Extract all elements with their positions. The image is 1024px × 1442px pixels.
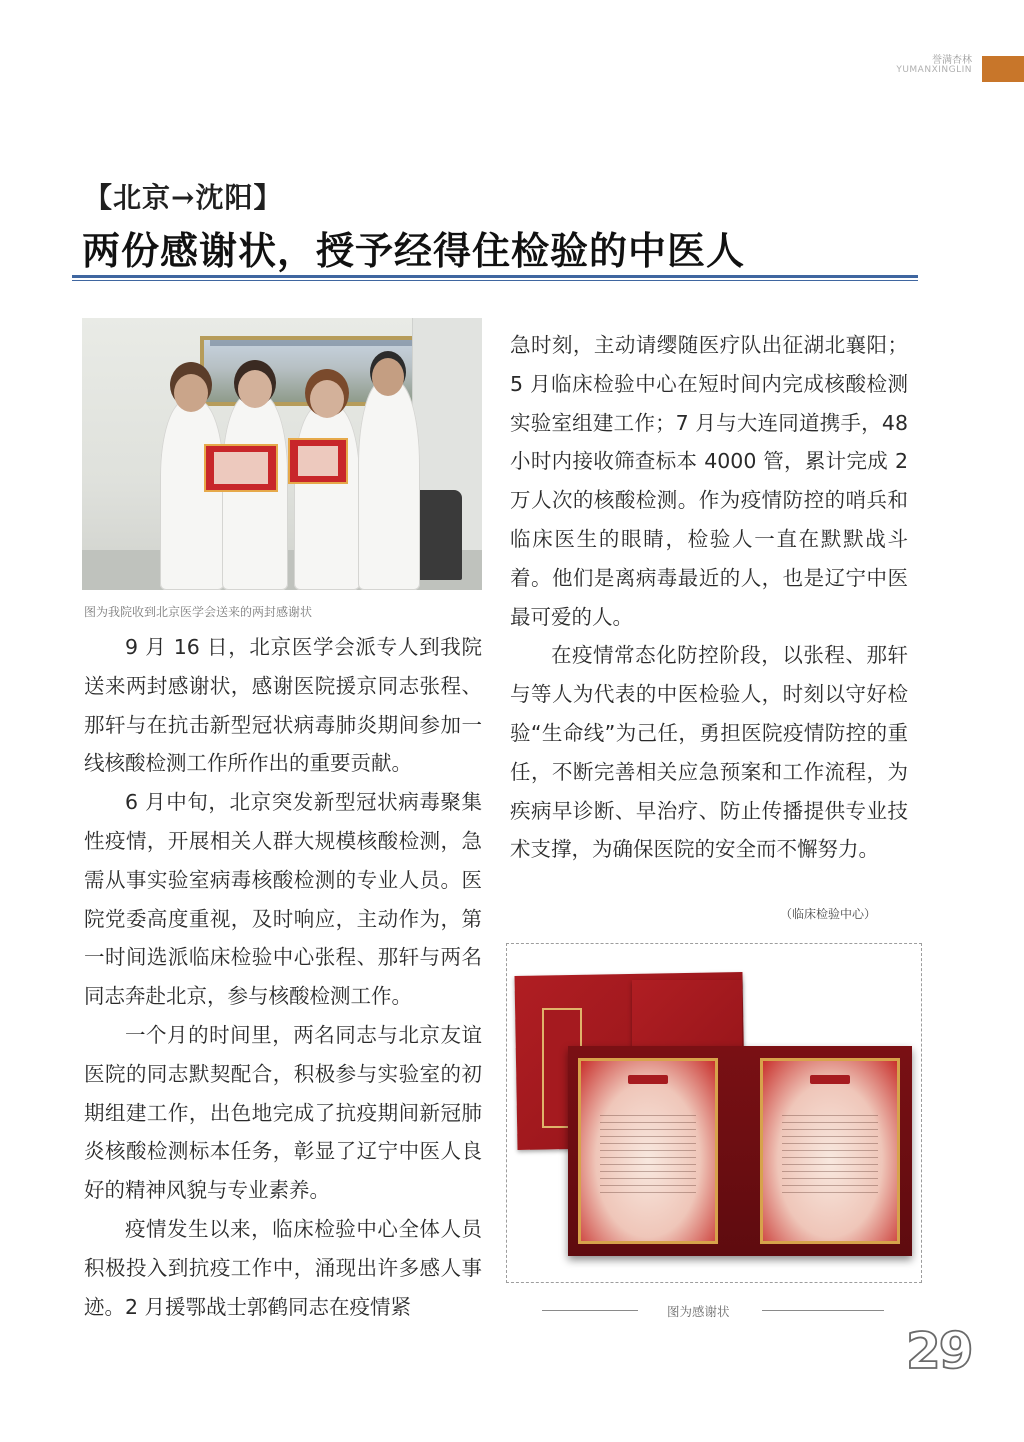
figure-caption: 图为感谢状 — [667, 1304, 730, 1319]
person-3 — [294, 404, 360, 590]
section-tag: 【北京→沈阳】 — [84, 181, 283, 214]
certificate-2 — [760, 1058, 900, 1244]
article-headline: 两份感谢状，授予经得住检验的中医人 — [82, 228, 746, 273]
section-color-tab — [982, 56, 1024, 82]
body-paragraph: 9 月 16 日，北京医学会派专人到我院送来两封感谢状，感谢医院援京同志张程、那轩与在抗击新型冠状病毒肺炎期间参加一线核酸检测工作所作出的重要贡献。 — [84, 635, 482, 776]
person-3-head — [310, 380, 344, 418]
certificate-held-2 — [288, 438, 348, 484]
person-1-head — [174, 374, 208, 412]
body-paragraph: 疫情发生以来，临床检验中心全体人员积极投入到抗疫工作中，涌现出许多感人事迹。2 月援鄂战士郭鹤同志在疫情紧 — [84, 1216, 482, 1319]
certificate-title-mark — [628, 1075, 668, 1084]
person-2 — [222, 394, 288, 590]
running-head-cn: 誉满杏林 — [932, 55, 972, 66]
page-number: 29 — [906, 1322, 972, 1380]
running-head-en: YUMANXINGLIN — [896, 65, 972, 75]
article-body-left-column — [84, 628, 482, 1326]
certificate-held-1 — [204, 444, 278, 492]
caption-rule-right — [762, 1310, 884, 1311]
body-paragraph: 在疫情常态化防控阶段，以张程、那轩与等人为代表的中医检验人，时刻以守好检验“生命线”为己任，勇担医院疫情防控的重任，不断完善相关应急预案和工作流程，为疾病早诊断、早治疗、防止传播提供专业技术支撑，为确保医院的安全而不懈努力。 — [510, 643, 908, 862]
person-1 — [160, 400, 224, 590]
person-4-head — [372, 358, 404, 396]
certificates-photo — [514, 972, 914, 1264]
caption-rule-left — [542, 1310, 638, 1311]
certificate-text-lines — [600, 1115, 697, 1194]
certificate-text-lines — [782, 1115, 879, 1194]
headline-rule-thick — [72, 275, 918, 278]
certificate-1 — [578, 1058, 718, 1244]
headline-rule-thin — [72, 280, 918, 281]
body-paragraph: 6 月中旬，北京突发新型冠状病毒聚集性疫情，开展相关人群大规模核酸检测，急需从事实验室病毒核酸检测的专业人员。医院党委高度重视，及时响应，主动作为，第一时间选派临床检验中心张程、那轩与两名同志奔赴北京，参与核酸检测工作。 — [84, 790, 482, 1009]
article-source: （临床检验中心） — [780, 907, 877, 921]
photo-caption: 图为我院收到北京医学会送来的两封感谢状 — [84, 605, 313, 619]
running-head — [896, 55, 972, 76]
person-4 — [358, 380, 420, 590]
article-body-right-column — [510, 326, 908, 869]
award-ceremony-photo — [82, 318, 482, 590]
body-paragraph: 一个月的时间里，两名同志与北京友谊医院的同志默契配合，积极参与实验室的初期组建工作，出色地完成了抗疫期间新冠肺炎核酸检测标本任务，彰显了辽宁中医人良好的精神风貌与专业素养。 — [84, 1022, 482, 1203]
certificate-title-mark — [810, 1075, 850, 1084]
body-paragraph-continued: 急时刻，主动请缨随医疗队出征湖北襄阳；5 月临床检验中心在短时间内完成核酸检测实验室组建工作；7 月与大连同道携手，48 小时内接收筛查标本 4000 管，累计完成 2 万人次的核酸检测。作为疫情防控的哨兵和临床医生的眼睛，检验人一直在默默战斗着。他们是离病毒最近的人，也是辽宁中医最可爱的人。 — [510, 333, 908, 629]
person-2-head — [238, 370, 272, 408]
